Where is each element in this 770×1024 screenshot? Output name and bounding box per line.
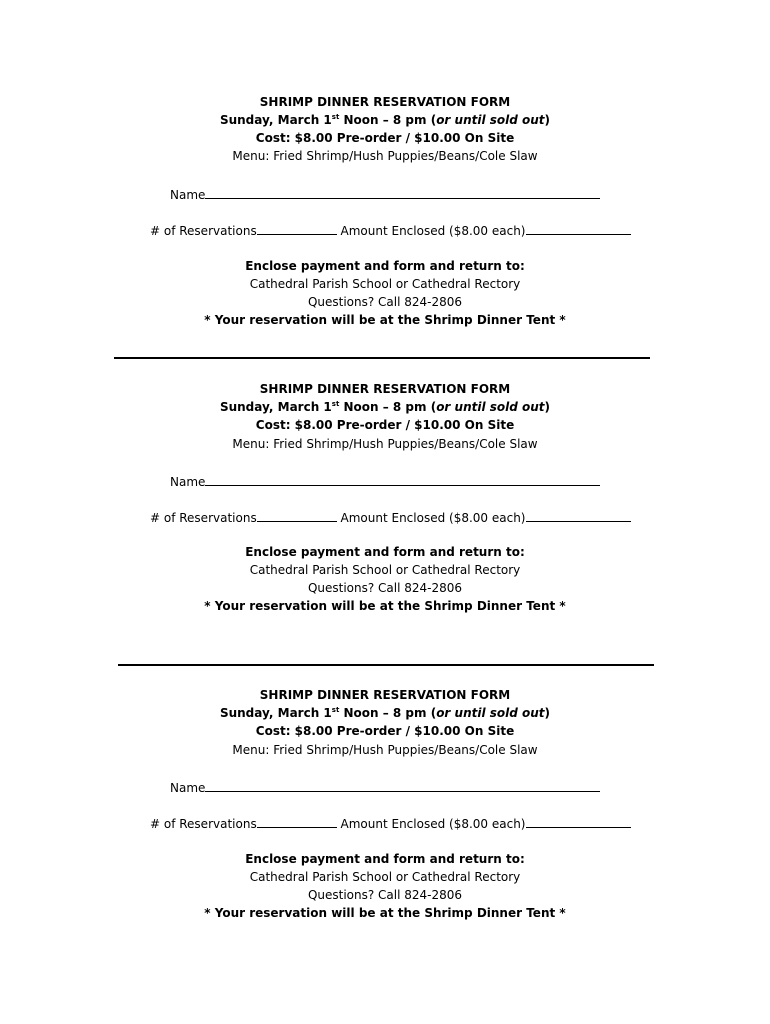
- cost-line: Cost: $8.00 Pre-order / $10.00 On Site: [255, 418, 515, 432]
- amount-field[interactable]: [526, 509, 631, 522]
- reservations-label: # of Reservations: [150, 511, 257, 525]
- questions-line: Questions? Call 824-2806: [307, 295, 463, 309]
- reservations-field[interactable]: [257, 509, 337, 522]
- date-prefix: Sunday, March 1: [219, 706, 332, 720]
- date-close: ): [544, 113, 551, 127]
- cost-line: Cost: $8.00 Pre-order / $10.00 On Site: [255, 724, 515, 738]
- reservations-row: [150, 815, 631, 832]
- form-title: SHRIMP DINNER RESERVATION FORM: [259, 95, 511, 109]
- menu-line: Menu: Fried Shrimp/Hush Puppies/Beans/Cole Slaw: [232, 437, 538, 451]
- reservations-row: [150, 509, 631, 526]
- questions-line: Questions? Call 824-2806: [307, 581, 463, 595]
- name-label: Name: [170, 475, 206, 489]
- enclose-line: Enclose payment and form and return to:: [245, 545, 525, 559]
- location-line: Cathedral Parish School or Cathedral Rectory: [249, 870, 521, 884]
- amount-field[interactable]: [526, 815, 631, 828]
- event-date: [0, 705, 770, 721]
- reservation-form-2: [0, 381, 770, 621]
- date-time: Noon – 8 pm (: [339, 113, 437, 127]
- name-field[interactable]: [205, 473, 600, 486]
- name-row: [170, 779, 600, 796]
- event-date: [0, 399, 770, 415]
- reservations-label: # of Reservations: [150, 817, 257, 831]
- date-prefix: Sunday, March 1: [219, 400, 332, 414]
- amount-label: Amount Enclosed ($8.00 each): [336, 511, 526, 525]
- tent-note: * Your reservation will be at the Shrimp Dinner Tent *: [204, 313, 566, 327]
- date-italic: or until sold out: [436, 400, 545, 414]
- date-sup: st: [331, 706, 340, 714]
- name-label: Name: [170, 188, 206, 202]
- name-label: Name: [170, 781, 206, 795]
- cut-line-1: [114, 357, 650, 359]
- date-time: Noon – 8 pm (: [339, 400, 437, 414]
- menu-line: Menu: Fried Shrimp/Hush Puppies/Beans/Cole Slaw: [232, 743, 538, 757]
- cost-line: Cost: $8.00 Pre-order / $10.00 On Site: [255, 131, 515, 145]
- location-line: Cathedral Parish School or Cathedral Rectory: [249, 563, 521, 577]
- name-field[interactable]: [205, 779, 600, 792]
- date-time: Noon – 8 pm (: [339, 706, 437, 720]
- amount-label: Amount Enclosed ($8.00 each): [336, 817, 526, 831]
- event-date: [0, 112, 770, 128]
- tent-note: * Your reservation will be at the Shrimp Dinner Tent *: [204, 906, 566, 920]
- questions-line: Questions? Call 824-2806: [307, 888, 463, 902]
- date-italic: or until sold out: [436, 706, 545, 720]
- reservation-form-3: [0, 687, 770, 927]
- cut-line-2: [118, 664, 654, 666]
- form-title: SHRIMP DINNER RESERVATION FORM: [259, 382, 511, 396]
- form-title: SHRIMP DINNER RESERVATION FORM: [259, 688, 511, 702]
- name-row: [170, 473, 600, 490]
- amount-field[interactable]: [526, 222, 631, 235]
- date-sup: st: [331, 400, 340, 408]
- menu-line: Menu: Fried Shrimp/Hush Puppies/Beans/Cole Slaw: [232, 149, 538, 163]
- date-italic: or until sold out: [436, 113, 545, 127]
- amount-label: Amount Enclosed ($8.00 each): [336, 224, 526, 238]
- reservations-label: # of Reservations: [150, 224, 257, 238]
- location-line: Cathedral Parish School or Cathedral Rectory: [249, 277, 521, 291]
- enclose-line: Enclose payment and form and return to:: [245, 852, 525, 866]
- reservations-field[interactable]: [257, 222, 337, 235]
- date-close: ): [544, 706, 551, 720]
- tent-note: * Your reservation will be at the Shrimp Dinner Tent *: [204, 599, 566, 613]
- enclose-line: Enclose payment and form and return to:: [245, 259, 525, 273]
- reservation-form-1: [0, 94, 770, 334]
- date-close: ): [544, 400, 551, 414]
- reservations-field[interactable]: [257, 815, 337, 828]
- reservations-row: [150, 222, 631, 239]
- date-prefix: Sunday, March 1: [219, 113, 332, 127]
- date-sup: st: [331, 113, 340, 121]
- name-row: [170, 186, 600, 203]
- name-field[interactable]: [205, 186, 600, 199]
